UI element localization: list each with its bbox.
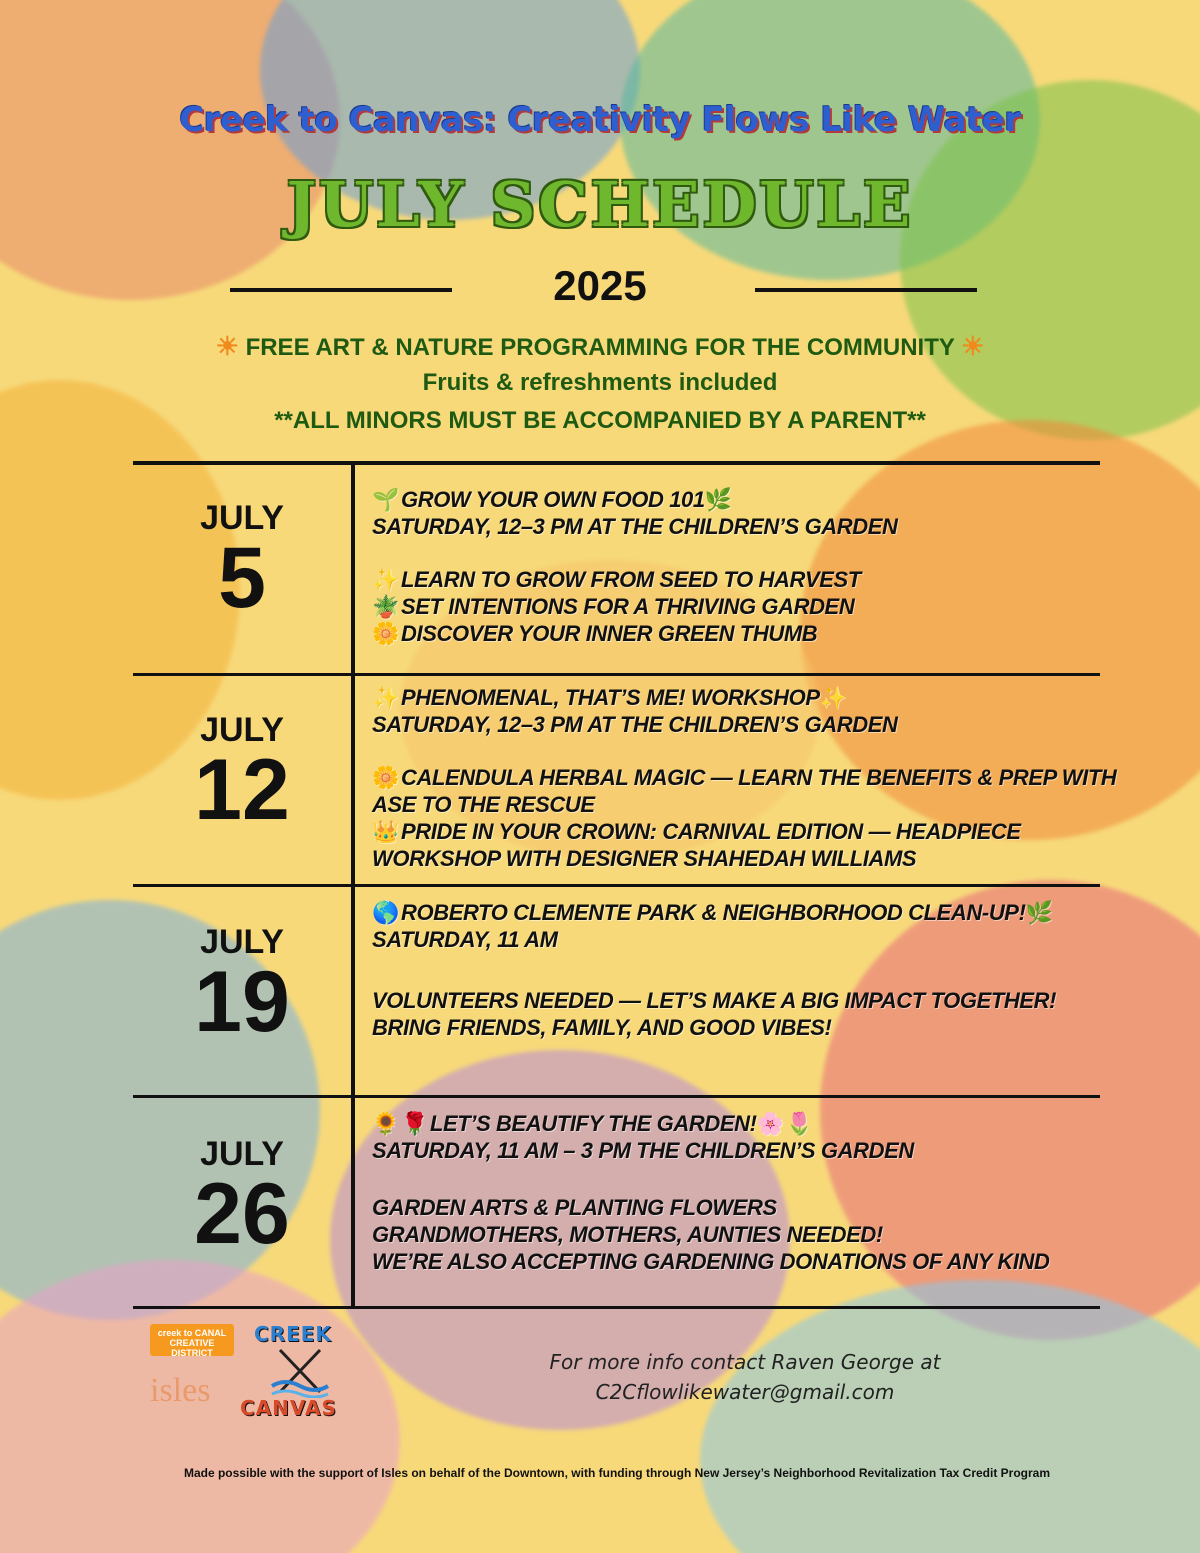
schedule-top-rule — [133, 461, 1100, 465]
row-divider — [133, 884, 1100, 887]
intro-line-1 — [0, 331, 1200, 362]
event-detail: WORKSHOP WITH DESIGNER SHAHEDAH WILLIAMS — [372, 846, 917, 871]
sun-icon: ☀ — [961, 331, 985, 361]
sparkle-icon: ✨ — [372, 567, 399, 592]
canvas-logo-text: CANVAS — [240, 1396, 337, 1420]
paintbrush-wave-icon — [270, 1346, 330, 1398]
event-day: 5 — [218, 530, 266, 626]
event-day: 26 — [194, 1166, 290, 1262]
row-divider — [133, 673, 1100, 676]
event-day: 12 — [194, 742, 290, 838]
contact-line: For more info contact Raven George at — [549, 1350, 941, 1374]
funding-footer: Made possible with the support of Isles on behalf of the Downtown, with funding through New Jersey’s Neighborhood Revitalization Tax Credit Program — [183, 1466, 1051, 1480]
intro-line-2: Fruits & refreshments included — [422, 369, 778, 396]
year: 2025 — [553, 262, 647, 309]
contact-email[interactable]: C2Cflowlikewater@gmail.com — [595, 1380, 895, 1404]
event-detail: WE’RE ALSO ACCEPTING GARDENING DONATIONS OF ANY KIND — [372, 1249, 1050, 1274]
tulip-icon: 🌷 — [785, 1111, 813, 1136]
potted-plant-icon: 🪴 — [372, 594, 399, 619]
event-time: SATURDAY, 12–3 PM AT THE CHILDREN’S GARDEN — [372, 514, 898, 539]
year-rule-right — [755, 288, 977, 292]
sun-icon: ☀ — [215, 331, 239, 361]
event-details — [372, 684, 1152, 872]
event-details — [372, 899, 1152, 1041]
intro-line-1-text: FREE ART & NATURE PROGRAMMING FOR THE COMMUNITY — [245, 334, 955, 361]
crown-icon: 👑 — [372, 819, 399, 844]
creek-to-canal-logo — [150, 1324, 234, 1356]
event-month: JULY — [200, 1135, 284, 1173]
event-title: LET’S BEAUTIFY THE GARDEN! — [430, 1111, 757, 1136]
event-detail: PRIDE IN YOUR CROWN: CARNIVAL EDITION — HEADPIECE — [401, 819, 1021, 844]
schedule-bottom-rule — [133, 1306, 1100, 1309]
event-date — [133, 1135, 351, 1262]
event-date — [133, 711, 351, 838]
event-detail: CALENDULA HERBAL MAGIC — LEARN THE BENEFITS & PREP WITH — [401, 765, 1117, 790]
event-month: JULY — [200, 499, 284, 537]
schedule-headline: JULY SCHEDULE — [286, 168, 914, 241]
event-time: SATURDAY, 11 AM – 3 PM THE CHILDREN’S GARDEN — [372, 1138, 914, 1163]
event-title: GROW YOUR OWN FOOD 101 — [401, 487, 705, 512]
event-time: SATURDAY, 12–3 PM AT THE CHILDREN’S GARDEN — [372, 712, 898, 737]
event-date — [133, 499, 351, 626]
event-month: JULY — [200, 711, 284, 749]
seedling-icon: 🌱 — [372, 487, 399, 512]
event-month: JULY — [200, 923, 284, 961]
event-day: 19 — [194, 954, 290, 1050]
herb-icon: 🌿 — [704, 487, 732, 512]
event-detail: GRANDMOTHERS, MOTHERS, AUNTIES NEEDED! — [372, 1222, 883, 1247]
event-time: SATURDAY, 11 AM — [372, 927, 558, 952]
globe-icon: 🌎 — [372, 900, 399, 925]
event-detail: VOLUNTEERS NEEDED — LET’S MAKE A BIG IMPACT TOGETHER! — [372, 988, 1057, 1013]
event-detail: GARDEN ARTS & PLANTING FLOWERS — [372, 1195, 777, 1220]
herb-icon: 🌿 — [1025, 900, 1053, 925]
isles-logo: isles — [150, 1372, 211, 1409]
event-detail: DISCOVER YOUR INNER GREEN THUMB — [401, 621, 818, 646]
sunflower-icon: 🌻 — [372, 1111, 399, 1136]
blossom-icon: 🌸 — [756, 1111, 784, 1136]
row-divider — [133, 1095, 1100, 1098]
sparkle-icon: ✨ — [819, 685, 847, 710]
event-detail: LEARN TO GROW FROM SEED TO HARVEST — [401, 567, 861, 592]
creek-to-canal-logo-text: creek to CANAL CREATIVE DISTRICT — [157, 1328, 227, 1358]
event-details — [372, 1110, 1152, 1275]
daisy-icon: 🌼 — [372, 621, 399, 646]
event-title: ROBERTO CLEMENTE PARK & NEIGHBORHOOD CLEAN-UP! — [401, 900, 1026, 925]
creek-logo-text: CREEK — [254, 1322, 332, 1346]
rose-icon: 🌹 — [401, 1111, 428, 1136]
flyer-title: Creek to Canvas: Creativity Flows Like Water — [179, 100, 1021, 140]
event-date — [133, 923, 351, 1050]
event-title: PHENOMENAL, THAT’S ME! WORKSHOP — [401, 685, 820, 710]
creek-to-canvas-logo — [240, 1322, 360, 1426]
daisy-icon: 🌼 — [372, 765, 399, 790]
event-detail: BRING FRIENDS, FAMILY, AND GOOD VIBES! — [372, 1015, 832, 1040]
sparkle-icon: ✨ — [372, 685, 399, 710]
event-detail: SET INTENTIONS FOR A THRIVING GARDEN — [401, 594, 855, 619]
event-detail: ASE TO THE RESCUE — [372, 792, 595, 817]
event-details — [372, 486, 1152, 647]
intro-line-3: **ALL MINORS MUST BE ACCOMPANIED BY A PARENT** — [274, 407, 926, 434]
